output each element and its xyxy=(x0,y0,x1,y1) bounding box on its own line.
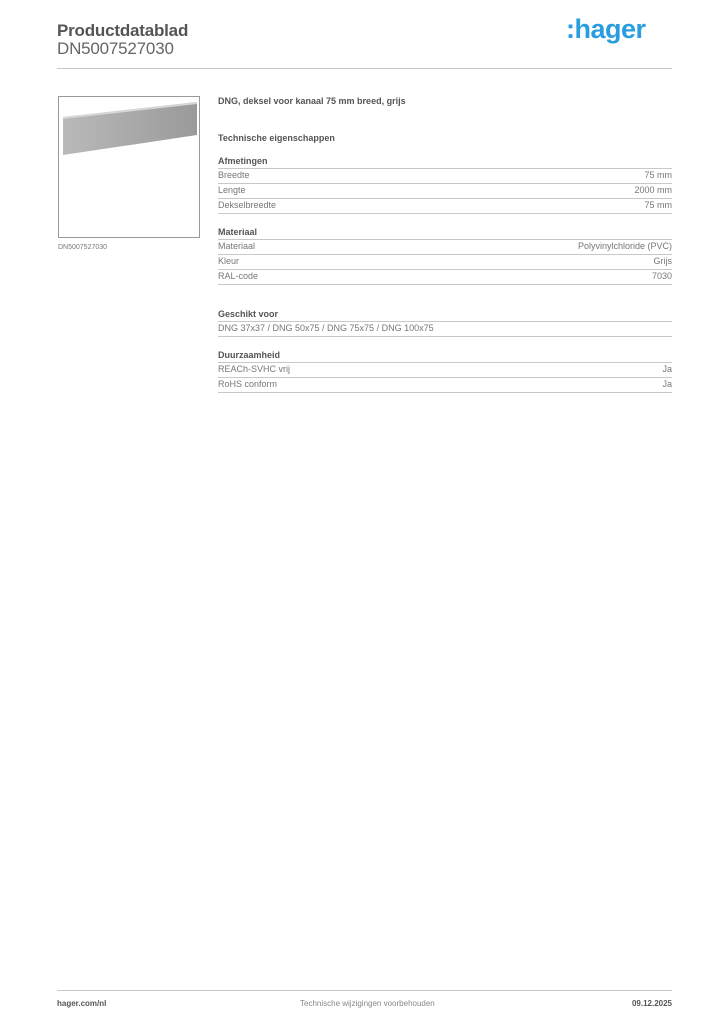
spec-row: Dekselbreedte 75 mm xyxy=(218,199,672,214)
spec-row: Kleur Grijs xyxy=(218,255,672,270)
article-number: DN5007527030 xyxy=(57,39,174,58)
footer-website-link[interactable]: hager.com/nl xyxy=(57,999,107,1008)
spec-row: Lengte 2000 mm xyxy=(218,184,672,199)
footer-date: 09.12.2025 xyxy=(631,999,672,1008)
document-title: Productdatablad xyxy=(57,21,189,40)
spec-row: RoHS conform Ja xyxy=(218,378,672,393)
spec-row: REACh-SVHC vrij Ja xyxy=(218,363,672,378)
section-materiaal xyxy=(218,227,672,285)
section-title: Afmetingen xyxy=(218,156,672,169)
footer-disclaimer: Technische wijzigingen voorbehouden xyxy=(300,999,435,1008)
product-cover-image xyxy=(59,97,199,237)
spec-row: Breedte 75 mm xyxy=(218,169,672,184)
spec-row: DNG 37x37 / DNG 50x75 / DNG 75x75 / DNG 100x75 xyxy=(218,322,672,337)
header-divider xyxy=(57,68,672,69)
section-duurzaamheid xyxy=(218,350,672,393)
hager-logo: :hager xyxy=(566,14,646,44)
tech-properties-title: Technische eigenschappen xyxy=(218,133,335,143)
spec-content xyxy=(218,96,672,393)
section-title: Materiaal xyxy=(218,227,672,240)
product-name: DNG, deksel voor kanaal 75 mm breed, grijs xyxy=(218,96,406,106)
spec-row: Materiaal Polyvinylchloride (PVC) xyxy=(218,240,672,255)
footer-divider xyxy=(57,990,672,991)
spec-row: RAL-code 7030 xyxy=(218,270,672,285)
image-caption: DN5007527030 xyxy=(58,244,108,251)
section-afmetingen xyxy=(218,156,672,214)
section-title: Duurzaamheid xyxy=(218,350,672,363)
product-image-frame xyxy=(58,96,200,238)
section-geschikt-voor xyxy=(218,309,672,337)
section-title: Geschikt voor xyxy=(218,309,672,322)
